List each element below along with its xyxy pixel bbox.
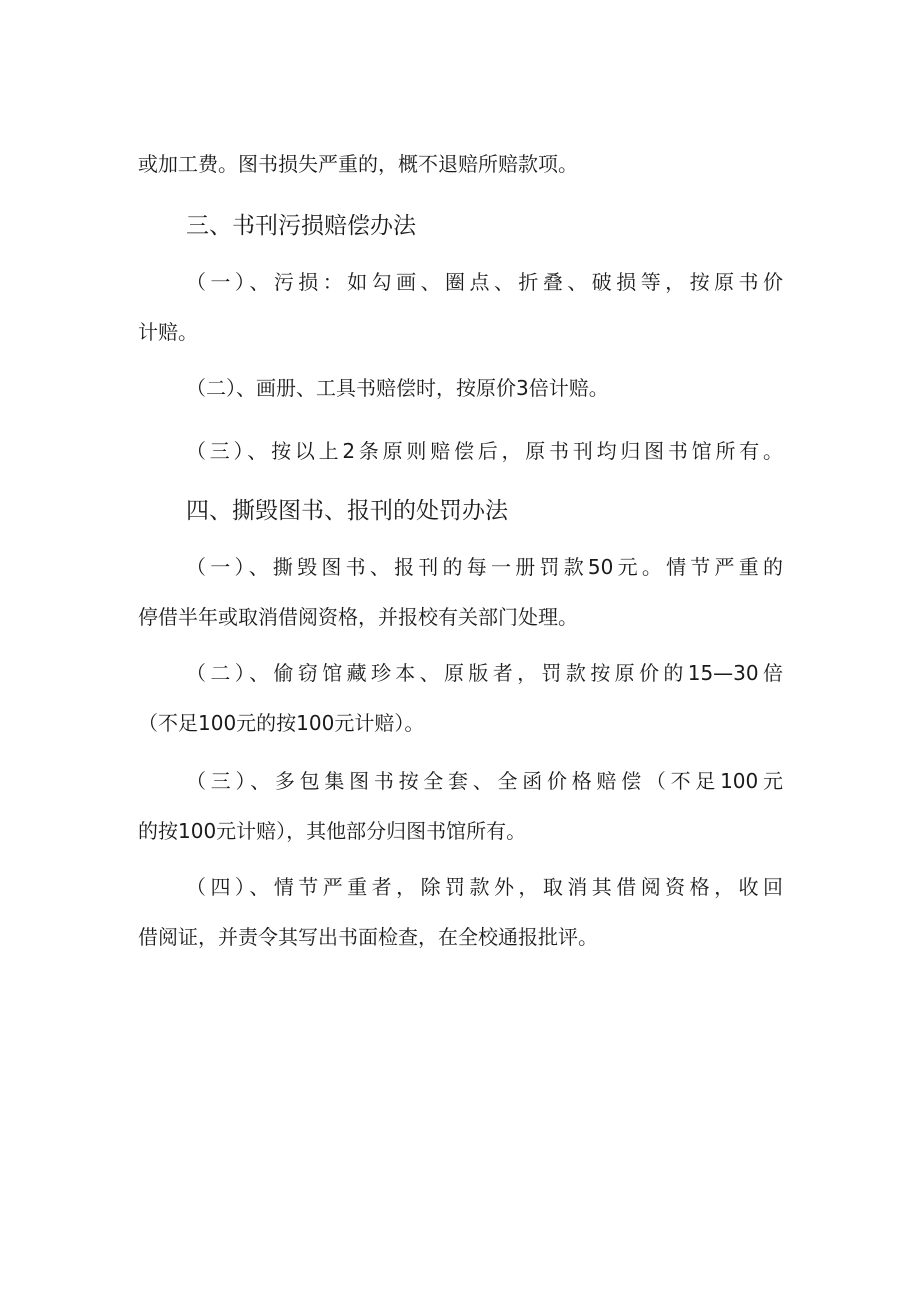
clause-4-3-line-2: 的按100元计赔），其他部分归图书馆所有。 bbox=[138, 819, 527, 843]
clause-4-3-line-1: （三）、多包集图书按全套、全函价格赔偿（不足100元 bbox=[186, 769, 783, 793]
clause-4-4-line-1: （四）、情节严重者，除罚款外，取消其借阅资格，收回 bbox=[186, 875, 783, 899]
paragraph-continuation: 或加工费。图书损失严重的，概不退赔所赔款项。 bbox=[138, 152, 578, 176]
clause-4-4-line-2: 借阅证，并责令其写出书面检查，在全校通报批评。 bbox=[138, 925, 598, 949]
section-heading-3: 三、书刊污损赔偿办法 bbox=[186, 213, 416, 239]
clause-4-2-line-1: （二）、偷窃馆藏珍本、原版者，罚款按原价的15—30倍 bbox=[186, 661, 783, 685]
clause-3-1-line-2: 计赔。 bbox=[138, 320, 198, 344]
clause-4-2-line-2: （不足100元的按100元计赔）。 bbox=[138, 711, 425, 735]
clause-4-1-line-1: （一）、撕毁图书、报刊的每一册罚款50元。情节严重的 bbox=[186, 555, 783, 579]
clause-3-1-line-1: （一）、污损：如勾画、圈点、折叠、破损等，按原书价 bbox=[186, 270, 783, 294]
clause-4-1-line-2: 停借半年或取消借阅资格，并报校有关部门处理。 bbox=[138, 605, 578, 629]
clause-3-3: （三）、按以上2条原则赔偿后，原书刊均归图书馆所有。 bbox=[186, 439, 783, 463]
section-heading-4: 四、撕毁图书、报刊的处罚办法 bbox=[186, 498, 508, 524]
clause-3-2: （二）、画册、工具书赔偿时，按原价3倍计赔。 bbox=[186, 376, 609, 400]
